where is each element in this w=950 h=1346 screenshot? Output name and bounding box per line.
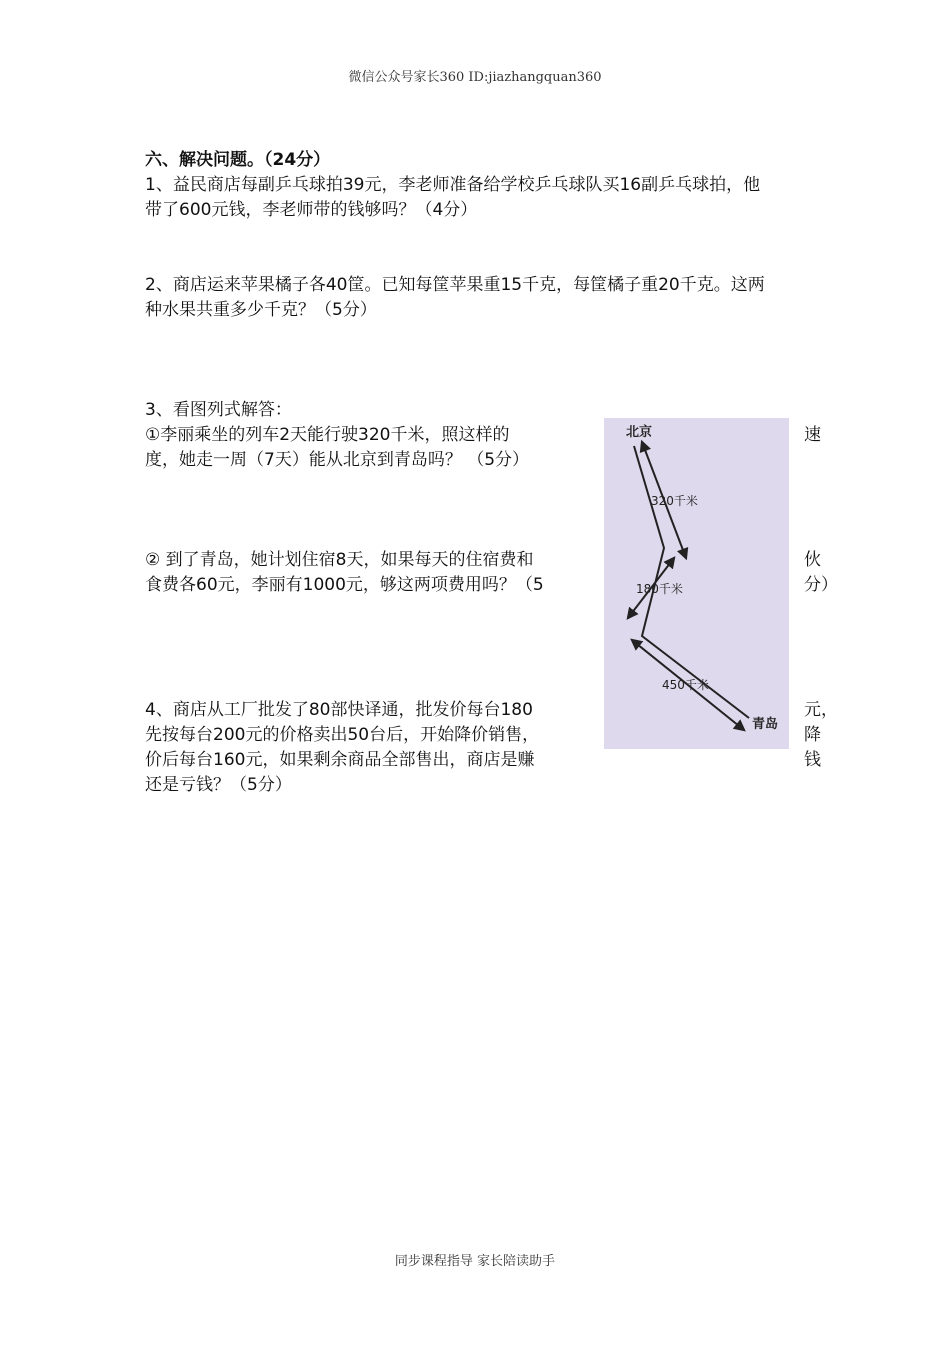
q3-part1-line2: 度，她走一周（7天）能从北京到青岛吗？ （5分）	[145, 450, 530, 470]
q4-line1: 4、商店从工厂批发了80部快译通，批发价每台180	[145, 700, 533, 720]
q4-line2: 先按每台200元的价格卖出50台后，开始降价销售，	[145, 725, 540, 745]
route-map-svg	[604, 418, 789, 749]
footer-text: 同步课程指导 家长陪读助手	[394, 1254, 556, 1269]
route-map-figure	[604, 418, 789, 749]
section-title: 六、解决问题。（24分）	[145, 150, 331, 170]
label-beijing: 北京	[626, 425, 653, 440]
q4-line3: 价后每台160元，如果剩余商品全部售出，商店是赚	[145, 750, 535, 770]
q4-right-fragment3: 钱	[804, 750, 821, 770]
q4-line4: 还是亏钱？（5分）	[145, 775, 292, 795]
q3-part1-right-fragment: 速	[804, 425, 821, 445]
q3-part2-line2: 食费各60元，李丽有1000元，够这两项费用吗？（5	[145, 575, 544, 595]
q4-right-fragment1: 元，	[804, 700, 838, 720]
q1-line2: 带了600元钱，李老师带的钱够吗？（4分）	[145, 200, 478, 220]
q4-right-fragment2: 降	[804, 725, 821, 745]
q3-part2-line1: ② 到了青岛，她计划住宿8天，如果每天的住宿费和	[145, 550, 534, 570]
q3-part2-right-fragment1: 伙	[804, 550, 821, 570]
q1-line1: 1、益民商店每副乒乓球拍39元，李老师准备给学校乒乓球队买16副乒乓球拍，他	[145, 175, 761, 195]
q2-line2: 种水果共重多少千克？（5分）	[145, 300, 377, 320]
q3-part2-right-fragment2: 分）	[804, 575, 838, 595]
label-320km: 320千米	[651, 494, 698, 508]
header-watermark-text: 微信公众号家长360 ID:jiazhangquan360	[348, 70, 602, 85]
label-qingdao: 青岛	[752, 717, 779, 732]
label-450km: 450千米	[662, 678, 709, 692]
q2-line1: 2、商店运来苹果橘子各40筐。已知每筐苹果重15千克，每筐橘子重20千克。这两	[145, 275, 765, 295]
q3-title: 3、看图列式解答：	[145, 400, 292, 420]
label-180km: 180千米	[636, 582, 683, 596]
q3-part1-line1: ①李丽乘坐的列车2天能行驶320千米，照这样的	[145, 425, 510, 445]
